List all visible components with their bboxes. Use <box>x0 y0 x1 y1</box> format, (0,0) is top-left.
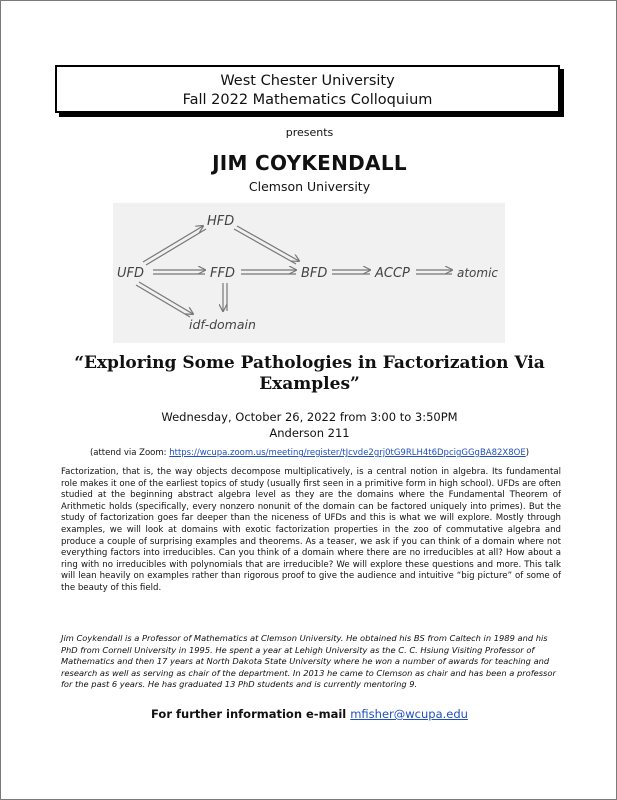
arrow-ufd-hfd <box>143 226 206 265</box>
contact-label: For further information e-mail <box>151 707 351 721</box>
colloquium-name: Fall 2022 Mathematics Colloquium <box>182 92 433 108</box>
node-ffd: FFD <box>210 266 235 281</box>
zoom-line <box>1 448 617 458</box>
arrow-ufd-idf <box>136 282 193 317</box>
arrow-accp-atomic <box>416 270 452 274</box>
node-accp: ACCP <box>375 266 410 281</box>
factorization-diagram <box>113 203 505 343</box>
speaker-bio: Jim Coykendall is a Professor of Mathematics at Clemson University. He obtained his BS from Caltech in 1989 and his PhD from Cornell University in 1995. He spent a year at Lehigh University as the C. C. Hsiung Visiting Professor of Mathematics and then 17 years at North Dakota State University where he won a number of awards for teaching and research as well as serving as chair of the department. In 2013 he came to Clemson as chair and has been a professor for the past 6 years. He has graduated 13 PhD students and is currently mentoring 9. <box>61 633 556 690</box>
talk-title: “Exploring Some Pathologies in Factorization Via Examples” <box>74 353 545 394</box>
talk-room: Anderson 211 <box>269 426 350 440</box>
node-ufd: UFD <box>117 266 145 281</box>
arrow-ufd-ffd <box>153 270 205 274</box>
speaker-name: JIM COYKENDALL <box>212 151 407 175</box>
zoom-prefix: (attend via Zoom: <box>89 448 170 458</box>
abstract-text: Factorization, that is, the way objects decompose multiplicatively, is a central notion in algebra. Its fundamental role makes it one of the earliest topics of study (usually first seen in a primitive form in high school). UFDs are often studied at the beginning abstract algebra level as they are the domains where the Fundamental Theorem of Arithmetic holds (specifically, every nonzero nonunit of the domain can be factored uniquely into primes). But the study of factorization goes far deeper than the niceness of UFDs and this is what we will explore. Mostly through examples, we will look at domains with exotic factorization properties in the zoo of commutative algebra and produce a couple of surprising examples and theorems. As a teaser, we ask if you can think of a domain where not everything factors into irreducibles. Can you think of a domain where there are no irreducibles at all? How about a ring with no irreducibles with polynomials that are irreducible? We will explore these questions and more. This talk will lean heavily on examples rather than rigorous proof to give the audience and intuitive “big picture” of some of the beauty of this field. <box>61 467 561 593</box>
node-atomic: atomic <box>457 266 499 280</box>
node-bfd: BFD <box>301 266 328 281</box>
presents-text: presents <box>285 126 334 139</box>
talk-date: Wednesday, October 26, 2022 from 3:00 to 3:50PM <box>161 410 458 424</box>
header-box <box>55 65 560 113</box>
speaker-affiliation: Clemson University <box>248 179 371 194</box>
arrow-hfd-bfd <box>234 226 299 264</box>
node-idf-domain: idf-domain <box>189 317 256 332</box>
diagram-svg <box>113 203 505 343</box>
arrow-bfd-accp <box>332 270 370 274</box>
zoom-suffix: ) <box>525 448 530 458</box>
university-name: West Chester University <box>220 73 395 89</box>
node-hfd: HFD <box>207 214 235 229</box>
arrow-ffd-idf <box>223 283 227 311</box>
contact-email-link[interactable]: mfisher@wcupa.edu <box>350 707 468 721</box>
contact-line <box>1 707 617 721</box>
zoom-link[interactable]: https://wcupa.zoom.us/meeting/register/tJcvde2grj0tG9RLH4t6DpcigGGgBA82X8OE <box>169 448 526 458</box>
arrow-ffd-bfd <box>241 270 296 274</box>
